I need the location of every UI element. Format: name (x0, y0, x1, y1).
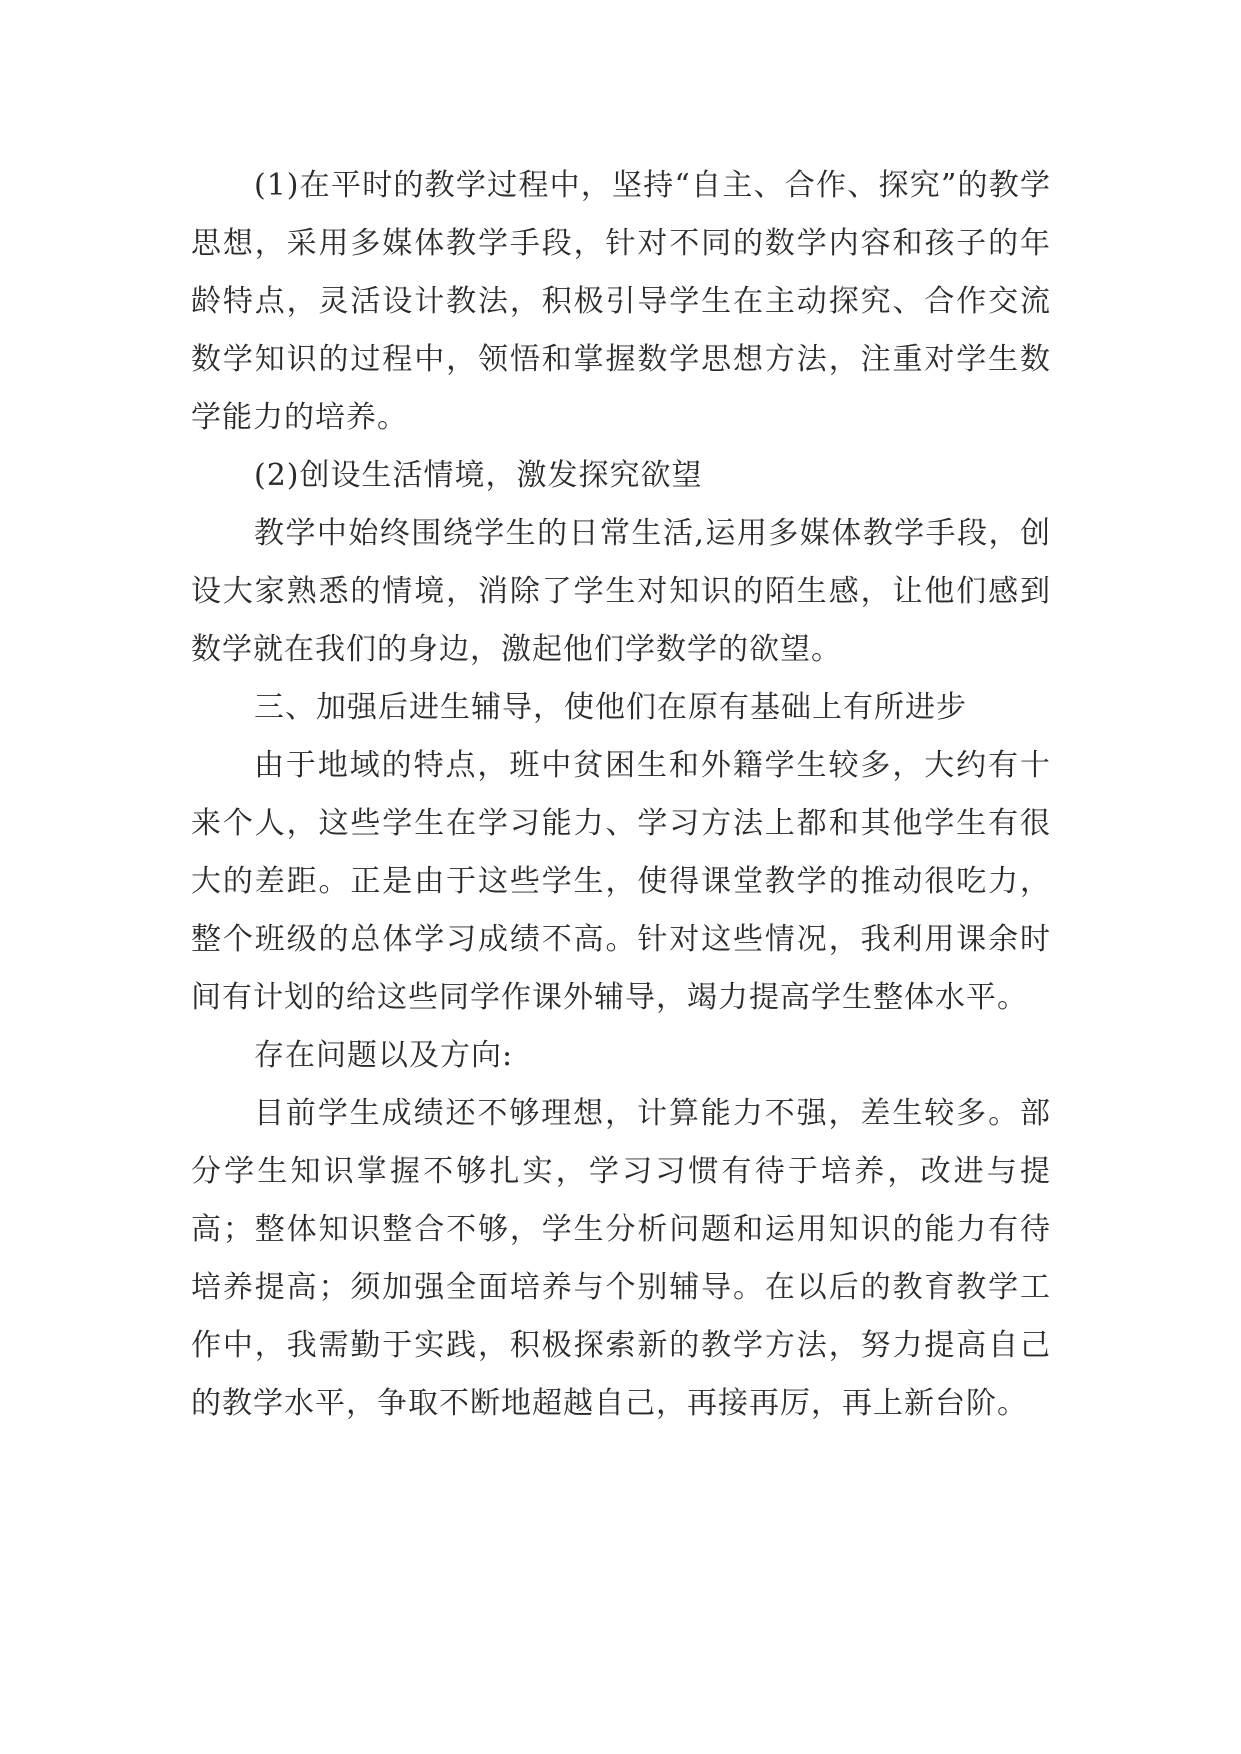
heading-problems-direction: 存在问题以及方向: (254, 1038, 514, 1073)
paragraph-tutoring: 由于地域的特点，班中贫困生和外籍学生较多，大约有十来个人，这些学生在学习能力、学习方法上都和其他学生有很大的差距。正是由于这些学生，使得课堂教学的推动很吃力，整个班级的总体学习成绩不高。针对这些情况，我利用课余时间有计划的给这些同学作课外辅导，竭力提高学生整体水平。 (191, 748, 1051, 1015)
document-page (191, 157, 1051, 1433)
paragraph-life-situation-heading: (2)创设生活情境，激发探究欲望 (254, 458, 703, 493)
paragraph-teaching-method: (1)在平时的教学过程中，坚持“自主、合作、探究”的教学思想，采用多媒体教学手段，针对不同的数学内容和孩子的年龄特点，灵活设计教法，积极引导学生在主动探究、合作交流数学知识的过程中，领悟和掌握数学思想方法，注重对学生数学能力的培养。 (191, 168, 1051, 435)
paragraph-problems-direction: 目前学生成绩还不够理想，计算能力不强，差生较多。部分学生知识掌握不够扎实，学习习惯有待于培养，改进与提高；整体知识整合不够，学生分析问题和运用知识的能力有待培养提高；须加强全面培养与个别辅导。在以后的教育教学工作中，我需勤于实践，积极探索新的教学方法，努力提高自己的教学水平，争取不断地超越自己，再接再厉，再上新台阶。 (191, 1096, 1051, 1421)
section-heading-tutoring: 三、加强后进生辅导，使他们在原有基础上有所进步 (254, 690, 967, 725)
paragraph-life-situation: 教学中始终围绕学生的日常生活,运用多媒体教学手段，创设大家熟悉的情境，消除了学生对知识的陌生感，让他们感到数学就在我们的身边，激起他们学数学的欲望。 (191, 516, 1051, 667)
